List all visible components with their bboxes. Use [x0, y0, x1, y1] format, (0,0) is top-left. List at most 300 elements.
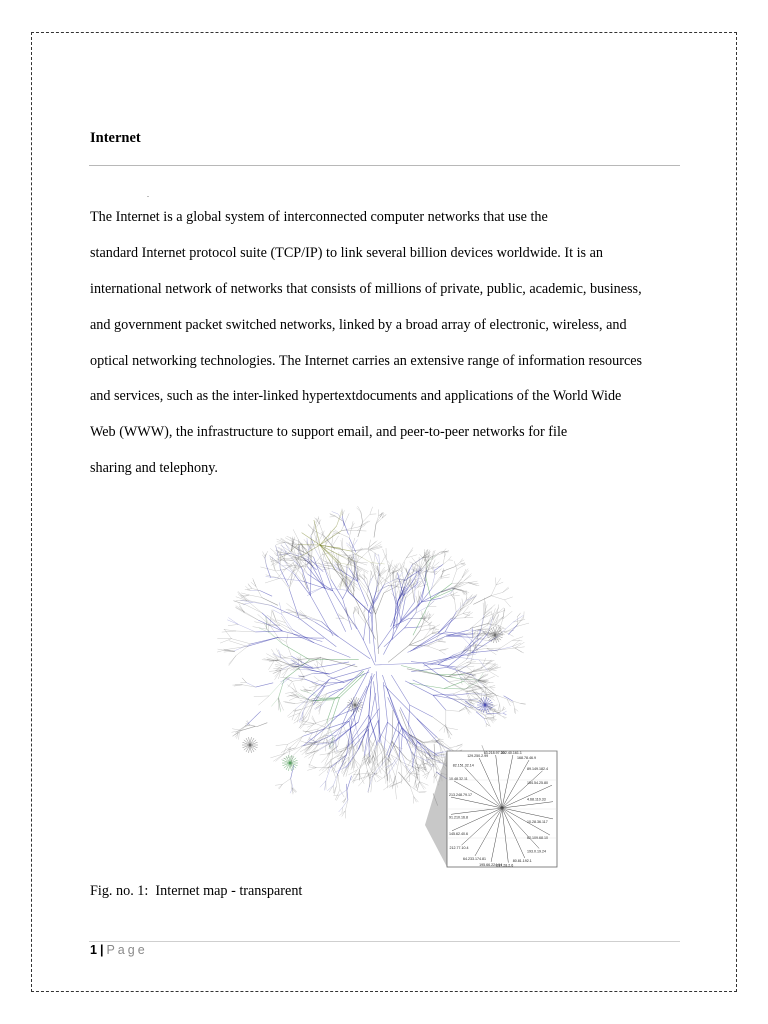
- network-link: [306, 543, 312, 551]
- network-link: [270, 625, 283, 644]
- network-link: [500, 704, 501, 710]
- page-number: 1: [90, 943, 97, 957]
- network-link: [311, 560, 323, 572]
- network-link: [355, 625, 363, 640]
- inset-node-label: 91.210.16.8: [449, 815, 468, 820]
- network-link: [381, 743, 387, 759]
- network-link: [312, 716, 316, 724]
- network-link: [229, 656, 236, 666]
- internet-map-figure: [205, 495, 565, 870]
- network-link: [282, 565, 293, 566]
- network-link: [281, 545, 292, 552]
- network-link: [265, 578, 280, 583]
- network-link: [378, 742, 383, 756]
- network-link: [484, 718, 491, 719]
- network-link: [463, 614, 470, 616]
- zoom-projection: [425, 751, 447, 867]
- network-link: [337, 562, 343, 578]
- network-link: [489, 671, 499, 677]
- network-link: [452, 595, 460, 596]
- network-link: [389, 775, 390, 783]
- network-link: [337, 511, 342, 526]
- network-link: [340, 673, 366, 697]
- network-link: [491, 585, 496, 596]
- network-link: [480, 615, 484, 633]
- network-link: [419, 782, 425, 789]
- network-link: [504, 597, 512, 600]
- network-link: [301, 705, 313, 710]
- network-link: [430, 571, 437, 572]
- network-link: [292, 679, 305, 681]
- network-link: [315, 680, 320, 683]
- network-link: [322, 666, 328, 676]
- network-link: [405, 613, 416, 628]
- network-link: [228, 624, 238, 625]
- network-link: [485, 605, 495, 613]
- inset-node-label: 145.62.40.6: [449, 831, 468, 836]
- network-link: [241, 593, 249, 595]
- network-link: [423, 634, 432, 640]
- network-link: [321, 658, 358, 667]
- network-link: [503, 588, 509, 592]
- network-link: [410, 786, 414, 797]
- network-link: [358, 773, 370, 786]
- network-link: [260, 591, 272, 597]
- network-link: [307, 768, 316, 771]
- network-link: [340, 534, 349, 538]
- network-link: [314, 676, 319, 680]
- network-link: [276, 622, 292, 630]
- network-link: [388, 645, 409, 662]
- network-link: [392, 570, 393, 581]
- network-link: [457, 745, 463, 747]
- network-link: [383, 621, 401, 655]
- network-link: [473, 641, 475, 649]
- network-link: [503, 587, 509, 593]
- network-link: [279, 697, 281, 710]
- network-link: [479, 660, 493, 661]
- network-link: [351, 770, 357, 780]
- network-link: [431, 577, 440, 589]
- network-link: [486, 660, 495, 663]
- network-link: [247, 711, 261, 724]
- network-link: [344, 618, 355, 625]
- network-link: [427, 646, 439, 650]
- network-link: [496, 578, 497, 586]
- network-link: [305, 679, 325, 686]
- network-link: [258, 696, 269, 705]
- network-link: [383, 549, 387, 560]
- network-link: [483, 603, 484, 615]
- network-link: [462, 569, 468, 578]
- network-link: [493, 617, 503, 625]
- network-link: [280, 569, 289, 587]
- network-link: [285, 692, 296, 694]
- network-link: [252, 588, 260, 590]
- network-link: [512, 640, 519, 647]
- network-link: [361, 511, 363, 522]
- network-link: [251, 637, 278, 644]
- network-link: [401, 752, 406, 766]
- network-link: [353, 773, 370, 775]
- network-link: [282, 779, 290, 785]
- network-link: [485, 715, 491, 727]
- network-link: [375, 663, 423, 665]
- network-link: [232, 639, 251, 644]
- network-link: [512, 637, 523, 641]
- network-link: [376, 593, 384, 614]
- network-link: [423, 657, 455, 663]
- paragraph-line: and government packet switched networks, linked by a broad array of electronic, wireless, and: [90, 316, 627, 333]
- network-link: [356, 548, 364, 554]
- network-link: [332, 512, 338, 514]
- network-link: [334, 530, 340, 534]
- network-link: [413, 599, 431, 635]
- network-link: [482, 691, 495, 694]
- network-link: [439, 650, 446, 651]
- network-link: [284, 561, 294, 575]
- network-link: [451, 614, 463, 619]
- network-link: [347, 590, 371, 613]
- network-link: [296, 568, 302, 575]
- paragraph-line: international network of networks that consists of millions of private, public, academic, business,: [90, 280, 642, 297]
- network-link: [408, 758, 413, 767]
- network-link: [312, 520, 322, 536]
- network-link: [364, 623, 366, 640]
- network-link: [433, 717, 447, 728]
- network-link: [452, 569, 457, 583]
- network-link: [254, 696, 269, 697]
- network-link: [236, 608, 245, 613]
- network-link: [239, 732, 240, 739]
- network-link: [319, 761, 331, 771]
- network-link: [347, 565, 348, 576]
- network-link: [344, 672, 369, 683]
- network-link: [453, 694, 465, 703]
- network-link: [496, 695, 500, 704]
- network-link: [349, 528, 351, 538]
- network-link: [442, 549, 447, 554]
- network-link: [473, 596, 491, 605]
- network-link: [299, 719, 309, 728]
- network-link: [318, 562, 325, 568]
- inset-node-label: 129.250.2.99: [467, 754, 489, 758]
- network-link: [414, 780, 416, 787]
- network-link: [406, 550, 413, 558]
- network-link: [380, 743, 392, 755]
- network-link: [363, 514, 370, 522]
- network-link: [504, 631, 514, 632]
- figure-caption: Fig. no. 1: Internet map - transparent: [90, 883, 303, 899]
- network-link: [313, 729, 318, 741]
- network-link: [390, 775, 392, 782]
- network-link: [281, 538, 292, 546]
- inset-node-label: 82.151.32.14: [452, 763, 474, 768]
- network-link: [321, 622, 338, 637]
- network-link: [352, 521, 354, 528]
- network-link: [249, 595, 262, 598]
- network-link: [256, 683, 274, 687]
- network-link: [276, 543, 285, 545]
- network-link: [345, 811, 346, 819]
- network-link: [376, 614, 379, 654]
- stray-mark: .: [147, 190, 149, 199]
- network-link: [374, 553, 376, 566]
- network-link: [255, 631, 282, 632]
- network-link: [297, 553, 303, 554]
- network-link: [463, 597, 467, 606]
- network-link: [470, 624, 488, 629]
- network-link: [276, 744, 288, 745]
- network-link: [498, 704, 499, 710]
- network-link: [375, 554, 380, 566]
- network-link: [279, 784, 282, 789]
- network-link: [409, 705, 410, 726]
- network-link: [449, 556, 452, 560]
- network-link: [491, 596, 504, 600]
- network-link: [392, 710, 393, 741]
- network-link: [371, 613, 376, 662]
- network-link: [446, 710, 459, 711]
- network-link: [380, 554, 387, 566]
- network-link: [405, 627, 420, 628]
- network-link: [440, 588, 453, 593]
- network-link: [460, 559, 463, 563]
- network-link: [504, 600, 510, 607]
- paragraph-line: The Internet is a global system of interconnected computer networks that use the: [90, 209, 548, 225]
- network-link: [395, 776, 397, 788]
- inset-node-label: 217.28.2.6: [496, 863, 514, 868]
- network-link: [424, 772, 429, 778]
- network-link: [333, 786, 334, 794]
- network-link: [487, 648, 497, 654]
- network-link: [289, 589, 299, 619]
- network-link: [248, 584, 252, 589]
- network-link: [239, 603, 245, 613]
- network-link: [343, 671, 363, 689]
- network-link: [416, 596, 418, 603]
- network-link: [402, 776, 403, 784]
- network-link: [384, 587, 397, 593]
- internet-map-image: [205, 495, 565, 870]
- network-link: [253, 602, 271, 605]
- network-link: [496, 695, 507, 699]
- network-link: [326, 533, 335, 544]
- network-link: [341, 527, 359, 531]
- network-link: [245, 613, 259, 620]
- network-link: [491, 592, 503, 595]
- network-link: [364, 612, 366, 623]
- inset-node-label: 10.48.32.11: [449, 777, 468, 781]
- network-link: [420, 574, 425, 586]
- network-link: [357, 566, 368, 573]
- network-link: [370, 738, 376, 752]
- network-link: [369, 729, 370, 757]
- network-link: [275, 670, 281, 676]
- network-link: [353, 775, 371, 781]
- network-link: [508, 625, 517, 635]
- network-link: [294, 574, 310, 595]
- section-heading: Internet: [90, 130, 141, 146]
- inset-node-label: 168.78.46.9: [517, 756, 536, 761]
- network-link: [339, 811, 345, 816]
- network-link: [430, 760, 438, 770]
- network-link: [439, 650, 445, 654]
- network-link: [453, 578, 462, 590]
- network-link: [288, 681, 293, 687]
- network-link: [253, 578, 257, 586]
- network-link: [387, 688, 402, 728]
- network-link: [316, 724, 328, 729]
- network-link: [273, 754, 284, 762]
- network-link: [286, 642, 291, 656]
- network-link: [279, 603, 282, 615]
- inset-node-label: 4.68.110.33: [527, 797, 546, 802]
- network-link: [513, 701, 515, 708]
- network-link: [314, 643, 350, 658]
- network-link: [415, 588, 416, 602]
- footer-separator: |: [99, 943, 104, 957]
- network-link: [340, 578, 344, 587]
- page-footer: [90, 943, 148, 957]
- inset-node-label: 62.109.68.10: [527, 836, 548, 840]
- network-link: [430, 572, 436, 573]
- network-link: [512, 643, 521, 647]
- network-link: [238, 624, 255, 632]
- network-link: [300, 610, 307, 618]
- network-link: [484, 693, 494, 696]
- network-link: [419, 782, 428, 786]
- network-link: [236, 631, 255, 632]
- network-link: [335, 751, 343, 754]
- network-link: [462, 570, 469, 578]
- network-link: [271, 697, 279, 706]
- network-link: [364, 771, 368, 779]
- network-link: [493, 608, 496, 617]
- network-link: [402, 728, 421, 744]
- network-link: [271, 649, 278, 660]
- page-label: Page: [106, 943, 148, 957]
- network-link: [398, 558, 407, 573]
- network-link: [398, 586, 400, 596]
- network-link: [334, 671, 364, 700]
- network-link: [354, 759, 358, 768]
- network-link: [308, 524, 314, 530]
- network-link: [483, 676, 495, 681]
- network-link: [256, 587, 262, 598]
- network-link: [378, 588, 383, 597]
- network-link: [465, 617, 474, 618]
- network-link: [297, 612, 315, 622]
- network-link: [364, 640, 375, 665]
- network-link: [357, 508, 361, 512]
- network-link: [503, 611, 513, 619]
- network-link: [304, 673, 313, 676]
- network-link: [467, 666, 474, 667]
- network-link: [325, 753, 330, 764]
- network-link: [447, 667, 472, 675]
- network-link: [416, 607, 428, 614]
- network-link: [392, 563, 399, 574]
- network-link: [344, 522, 349, 535]
- network-link: [347, 776, 351, 790]
- network-link: [468, 581, 477, 583]
- network-link: [517, 614, 520, 617]
- network-link: [512, 640, 522, 641]
- network-link: [278, 548, 288, 555]
- network-link: [416, 749, 417, 768]
- paragraph-line: Web (WWW), the infrastructure to support email, and peer-to-peer networks for file: [90, 424, 568, 441]
- network-link: [410, 562, 420, 567]
- network-link: [394, 573, 397, 583]
- network-link: [461, 564, 465, 565]
- network-link: [441, 568, 444, 578]
- network-link: [280, 625, 293, 634]
- inset-node-label: 193.0.19.24: [527, 849, 546, 854]
- network-link: [236, 597, 247, 601]
- inset-node-label: 202.40.161.1: [500, 751, 522, 755]
- network-link: [287, 536, 300, 542]
- network-link: [253, 627, 267, 630]
- network-link: [342, 510, 344, 515]
- network-link: [438, 619, 451, 634]
- network-link: [265, 551, 268, 556]
- network-link: [399, 722, 400, 757]
- inset-node-label: 154.54.25.80: [527, 781, 548, 786]
- network-link: [330, 516, 336, 517]
- network-link: [283, 631, 323, 641]
- network-link: [388, 762, 390, 774]
- network-link: [325, 762, 337, 769]
- network-link: [378, 570, 386, 576]
- network-link: [417, 719, 438, 738]
- network-link: [391, 755, 401, 762]
- inset-node-label: 10.28.36.117: [527, 819, 548, 824]
- network-link: [404, 571, 420, 582]
- network-link: [359, 614, 366, 623]
- network-link: [217, 650, 224, 652]
- paragraph-line: standard Internet protocol suite (TCP/IP) to link several billion devices worldwide. It is an: [90, 244, 604, 261]
- network-link: [407, 669, 448, 677]
- inset-node-label: 80.81.192.1: [512, 859, 532, 863]
- network-link: [309, 751, 315, 766]
- inset-node-label: 64.233.174.81: [463, 856, 486, 861]
- paragraph-line: and services, such as the inter-linked hypertextdocuments and applications of the World Wide: [90, 388, 622, 405]
- network-link: [398, 772, 410, 786]
- network-link: [308, 618, 322, 622]
- paragraph-line: sharing and telephony.: [90, 460, 218, 477]
- network-link: [460, 560, 464, 562]
- network-link: [442, 567, 454, 572]
- inset-node-label: 63.218.97.30: [483, 751, 505, 755]
- network-link: [441, 577, 450, 578]
- inset-node-label: 195.66.224.64: [479, 862, 503, 867]
- inset-node-label: 212.77.10.4: [449, 846, 469, 851]
- inset-node-label: 89.149.182.4: [527, 766, 548, 771]
- network-link: [222, 631, 236, 632]
- network-link: [370, 507, 373, 515]
- network-link: [449, 682, 466, 692]
- network-link: [376, 671, 379, 708]
- network-link: [428, 625, 434, 626]
- paragraph-line: optical networking technologies. The Internet carries an extensive range of information resources: [90, 352, 643, 369]
- network-link: [513, 701, 521, 703]
- network-link: [302, 712, 303, 721]
- network-link: [322, 658, 323, 666]
- network-link: [438, 617, 456, 633]
- network-link: [266, 565, 270, 577]
- network-link: [439, 725, 446, 732]
